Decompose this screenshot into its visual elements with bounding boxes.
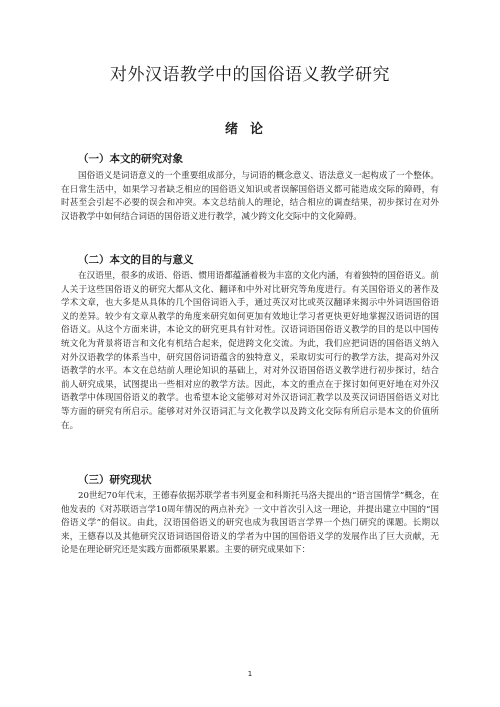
section-heading-research-status: （三）研究现状 [78, 474, 152, 486]
section-heading-research-object: （一）本文的研究对象 [78, 153, 183, 165]
section-heading-purpose-significance: （二）本文的目的与意义 [78, 254, 194, 266]
paragraph-purpose-significance: 在汉语里，很多的成语、俗语、惯用语都蕴涵着极为丰富的文化内涵，有着独特的国俗语义。前人关于这些国俗语义的研究大都从文化、翻译和中外对比研究等角度进行。有关国俗语义的著作及学术文章，也大多是从具体的几个国俗词语入手，通过英汉对比或英汉翻译来揭示中外词语国俗语义的差异。较少有文章从教学的角度来研究如何更加有效地让学习者更快更好地掌握汉语词语的国俗语义。从这个方面来讲，本论文的研究更具有针对性。汉语词语国俗语义教学的目的是以中国传统文化为背景将语言和文化有机结合起来，促进跨文化交流。为此，我们应把词语的国俗语义纳入对外汉语教学的体系当中，研究国俗词语蕴含的独特意义，采取切实可行的教学方法，提高对外汉语教学的水平。本文在总结前人理论知识的基础上，对对外汉语国俗语义教学进行初步探讨，结合前人研究成果，试图提出一些相对应的教学方法。因此，本文的重点在于探讨如何更好地在对外汉语教学中体现国俗语义的教学。也希望本论文能够对对外汉语词汇教学以及英汉词语国俗语义对比等方面的研究有所启示。能够对对外汉语词汇与文化教学以及跨文化交际有所启示是本文的价值所在。 [61, 271, 439, 431]
paragraph-research-object: 国俗语义是词语意义的一个重要组成部分，与词语的概念意义、语法意义一起构成了一个整体。在日常生活中，如果学习者缺乏相应的国俗语义知识或者误解国俗语义都可能造成交际的障碍，有时甚至会引起不必要的误会和冲突。本文总结前人的理论，结合相应的调查结果，初步探讨在对外汉语教学中如何结合词语的国俗语义进行教学，减少跨文化交际中的文化障碍。 [61, 171, 439, 222]
page-number: 1 [247, 670, 253, 678]
paragraph-research-status: 20世纪70年代末，王德春依据苏联学者韦列夏金和科斯托马洛夫提出的“语言国情学”概念，在他发表的《对苏联语言学10周年情况的两点补充》一文中首次引入这一理论，并提出建立中国的“国俗语义学”的倡议。由此，汉语国俗语义的研究也成为我国语言学界一个热门研究的课题。长期以来，王德春以及其他研究汉语词语国俗语义的学者为中国的国俗语义学的发展作出了巨大贡献，无论是在理论研究还是实践方面都硕果累累。主要的研究成果如下： [61, 491, 439, 556]
chapter-title: 绪论 [224, 122, 275, 137]
document-title: 对外汉语教学中的国俗语义教学研究 [110, 65, 390, 85]
